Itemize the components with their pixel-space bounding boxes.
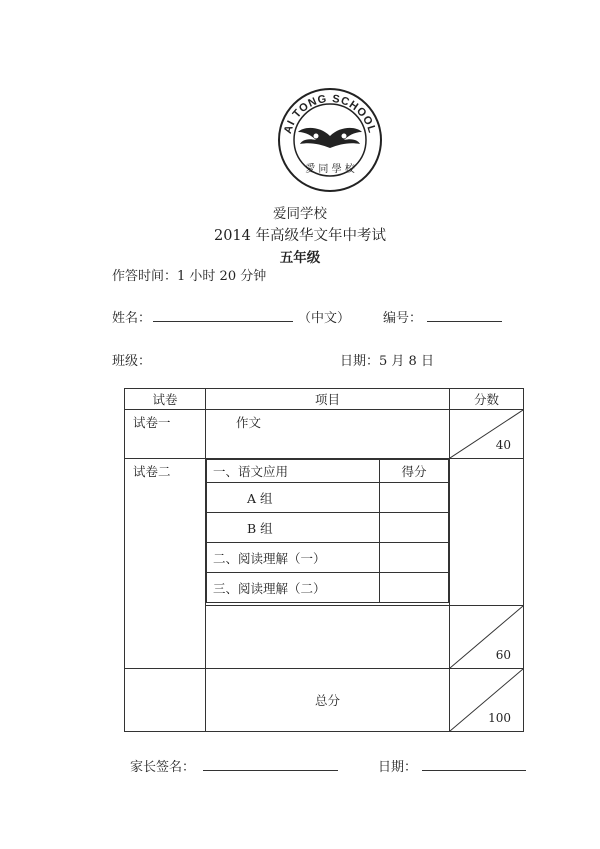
duration-row bbox=[112, 265, 266, 284]
school-name: 爱同学校 bbox=[273, 206, 327, 222]
paper2-subtotal-cell bbox=[206, 606, 450, 669]
section3-label: 三、阅读理解（二） bbox=[207, 573, 380, 603]
paper1-label: 试卷一 bbox=[133, 415, 171, 430]
paper2-sections bbox=[206, 459, 449, 603]
parent-sign-label: 家长签名： bbox=[130, 760, 196, 775]
header-score: 分数 bbox=[450, 389, 524, 410]
date-row bbox=[340, 350, 434, 369]
footer-date-line[interactable] bbox=[422, 756, 526, 771]
total-label: 总分 bbox=[206, 669, 450, 732]
header-paper: 试卷 bbox=[125, 389, 206, 410]
diagonal-line bbox=[450, 606, 523, 668]
logo-bottom-text: 愛 同 學 校 bbox=[305, 164, 355, 175]
section2-label: 二、阅读理解（一） bbox=[207, 543, 380, 573]
diagonal-line bbox=[450, 410, 523, 458]
name-label: 姓名： bbox=[112, 311, 152, 326]
total-blank bbox=[125, 669, 206, 732]
section1-label: 一、语文应用 bbox=[207, 460, 380, 483]
group-a-label: A 组 bbox=[207, 483, 380, 513]
paper1-item: 作文 bbox=[236, 415, 262, 430]
group-b-score[interactable] bbox=[380, 513, 449, 543]
paper1-max: 40 bbox=[495, 438, 511, 452]
name-suffix: （中文） bbox=[298, 311, 351, 326]
section3-score[interactable] bbox=[380, 573, 449, 603]
parent-sign-line[interactable] bbox=[203, 756, 338, 771]
class-label: 班级： bbox=[112, 354, 152, 369]
paper2-score-cell[interactable] bbox=[450, 606, 524, 669]
date-value: 5 月 8 日 bbox=[379, 354, 434, 369]
paper2-score-blank bbox=[450, 459, 524, 606]
score-label: 得分 bbox=[380, 460, 449, 483]
duration-value: 1 小时 20 分钟 bbox=[177, 269, 267, 284]
header-item: 项目 bbox=[206, 389, 450, 410]
paper2-max: 60 bbox=[495, 648, 511, 662]
footer-date-label: 日期： bbox=[378, 760, 418, 775]
name-field-line[interactable] bbox=[153, 307, 293, 322]
number-label: 编号： bbox=[383, 311, 423, 326]
date-label: 日期： bbox=[340, 354, 380, 369]
exam-title: 2014 年高级华文年中考试 bbox=[213, 228, 386, 244]
diagonal-line bbox=[450, 669, 523, 731]
paper1-score-cell[interactable] bbox=[450, 410, 524, 459]
school-logo bbox=[276, 86, 384, 194]
section2-score[interactable] bbox=[380, 543, 449, 573]
total-max: 100 bbox=[488, 711, 511, 725]
group-b-label: B 组 bbox=[207, 513, 380, 543]
duration-label: 作答时间： bbox=[112, 269, 178, 284]
paper2-label: 试卷二 bbox=[133, 464, 171, 479]
group-a-score[interactable] bbox=[380, 483, 449, 513]
number-field-line[interactable] bbox=[427, 307, 502, 322]
score-table bbox=[124, 388, 524, 732]
logo-top-text: AI TONG SCHOOL bbox=[281, 92, 379, 136]
total-score-cell[interactable] bbox=[450, 669, 524, 732]
grade-label: 五年级 bbox=[279, 250, 321, 266]
